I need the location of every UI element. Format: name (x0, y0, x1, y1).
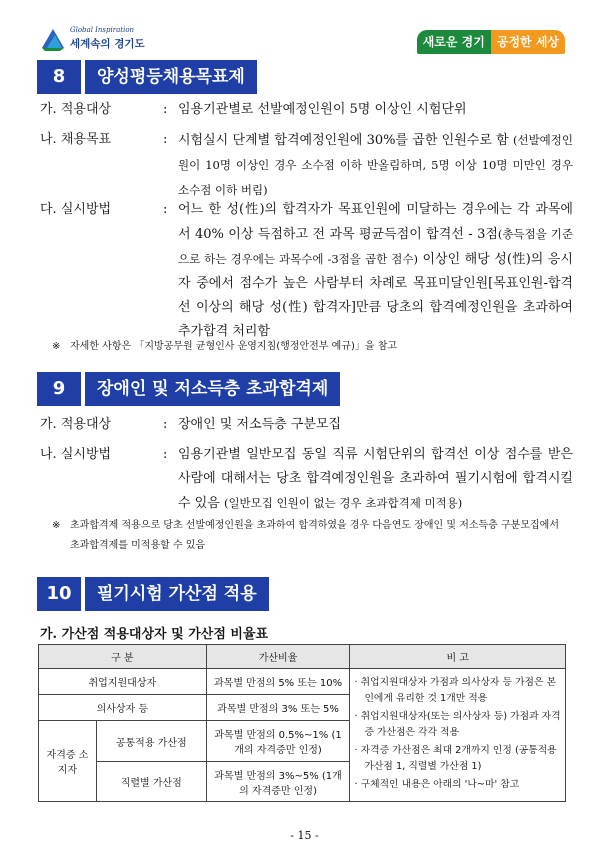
note-mark: ※ (52, 520, 61, 531)
section-9-item-b (40, 443, 573, 516)
item-text-small: (총득점을 기준으로 하는 경우에는 과목수에 -3점을 곱한 점수) (178, 227, 574, 266)
logo-tagline: Global Inspiration (70, 26, 135, 34)
gyeonggi-logo (40, 24, 160, 56)
row-rate: 과목별 만점의 3% 또는 5% (206, 695, 350, 721)
section-number: 8 (37, 60, 81, 94)
item-text-cont: 이상인 해당 성(性)의 응시자 중에서 점수가 높은 사람부터 차례로 목표미달인원[목표인원-합격선 이상의 해당 성(性) 합격자]만큼 당초의 합격예정인원을 초과하여 추가합격 처리함 (178, 252, 573, 339)
section-number: 9 (37, 372, 81, 406)
gyeonggi-emblem-icon (40, 26, 66, 52)
item-colon: : (163, 417, 168, 432)
item-text-small: (선발예정인원이 10명 이상인 경우 소수점 이하 반올림하며, 5명 이상 10명 미만인 경우 소수점 이하 버림) (178, 133, 573, 197)
remark-item: · 취업지원대상자(또는 의사상자 등) 가점과 자격증 가산점은 각각 적용 (354, 711, 561, 738)
item-text: 임용기관별 일반모집 동일 직류 시험단위의 합격선 이상 점수를 받은 사람에 대해서는 당초 합격예정인원을 초과하여 필기시험에 합격시킬 수 있음 (178, 447, 573, 511)
section-8-item-c (40, 198, 573, 344)
item-colon: : (163, 102, 168, 117)
slogan-left: 새로운 경기 (417, 30, 491, 54)
item-text: 임용기관별로 선발예정인원이 5명 이상인 시험단위 (178, 102, 467, 117)
item-text-small: (일반모집 인원이 없는 경우 초과합격제 미적용) (223, 496, 463, 510)
item-colon: : (163, 202, 168, 217)
row-category: 공통적용 가산점 (96, 721, 206, 762)
section-title: 필기시험 가산점 적용 (85, 577, 269, 611)
item-label: 가. 적용대상 (40, 102, 112, 117)
header-rate: 가산비율 (206, 645, 350, 669)
section-8-item-b (40, 128, 573, 203)
section-8-item-a (40, 98, 573, 122)
row-category: 의사상자 등 (39, 695, 207, 721)
note-text: 초과합격제 적용으로 당초 선발예정인원을 초과하여 합격하였을 경우 다음연도 장애인 및 저소득층 구분모집에서 초과합격제를 미적용할 수 있음 (70, 520, 559, 551)
section-8-header (37, 60, 257, 94)
remark-item: · 구체적인 내용은 아래의 '나~마' 참고 (354, 779, 520, 790)
note-text: 자세한 사항은 「지방공무원 균형인사 운영지침(행정안전부 예규)」을 참고 (70, 341, 398, 352)
remarks-cell (350, 669, 566, 802)
item-label: 나. 실시방법 (40, 447, 112, 462)
section-number: 10 (37, 577, 81, 611)
item-text: 장애인 및 저소득층 구분모집 (178, 417, 342, 432)
row-rate: 과목별 만점의 0.5%~1% (1개의 자격증만 인정) (206, 721, 350, 762)
section-9-item-a (40, 413, 573, 437)
item-colon: : (163, 132, 168, 147)
item-text: 시험실시 단계별 합격예정인원에 30%를 곱한 인원수로 함 (178, 133, 509, 148)
bonus-table-heading: 가. 가산점 적용대상자 및 가산점 비율표 (40, 627, 269, 642)
bonus-points-table (38, 644, 566, 802)
row-category: 직렬별 가산점 (96, 762, 206, 802)
table-row (39, 669, 566, 695)
header-category: 구 분 (39, 645, 207, 669)
section-9-header (37, 372, 340, 406)
note-mark: ※ (52, 341, 61, 352)
item-label: 나. 채용목표 (40, 132, 112, 147)
section-title: 장애인 및 저소득층 초과합격제 (85, 372, 340, 406)
row-rate: 과목별 만점의 5% 또는 10% (206, 669, 350, 695)
header-remarks: 비 고 (350, 645, 566, 669)
row-group: 자격증 소지자 (39, 721, 97, 802)
item-colon: : (163, 447, 168, 462)
remark-item: · 자격증 가산점은 최대 2개까지 인정 (공통적용 가산점 1, 직렬별 가산점 1) (354, 745, 557, 772)
page-number: - 15 - (290, 829, 319, 842)
slogan-right: 공정한 세상 (491, 30, 565, 54)
item-label: 가. 적용대상 (40, 417, 112, 432)
section-9-note (52, 516, 569, 556)
logo-title: 세계속의 경기도 (70, 38, 145, 50)
section-title: 양성평등채용목표제 (85, 60, 257, 94)
item-text: 어느 한 성(性)의 합격자가 목표인원에 미달하는 경우에는 각 과목에서 40% 이상 득점하고 전 과목 평균득점이 합격선 - 3점 (178, 202, 573, 242)
row-category: 취업지원대상자 (39, 669, 207, 695)
section-8-note (52, 337, 569, 357)
item-label: 다. 실시방법 (40, 202, 112, 217)
section-10-header (37, 577, 269, 611)
slogan-banner (417, 30, 565, 54)
table-header-row (39, 645, 566, 669)
row-rate: 과목별 만점의 3%~5% (1개의 자격증만 인정) (206, 762, 350, 802)
remark-item: · 취업지원대상자 가점과 의사상자 등 가점은 본인에게 유리한 것 1개만 적용 (354, 677, 557, 704)
